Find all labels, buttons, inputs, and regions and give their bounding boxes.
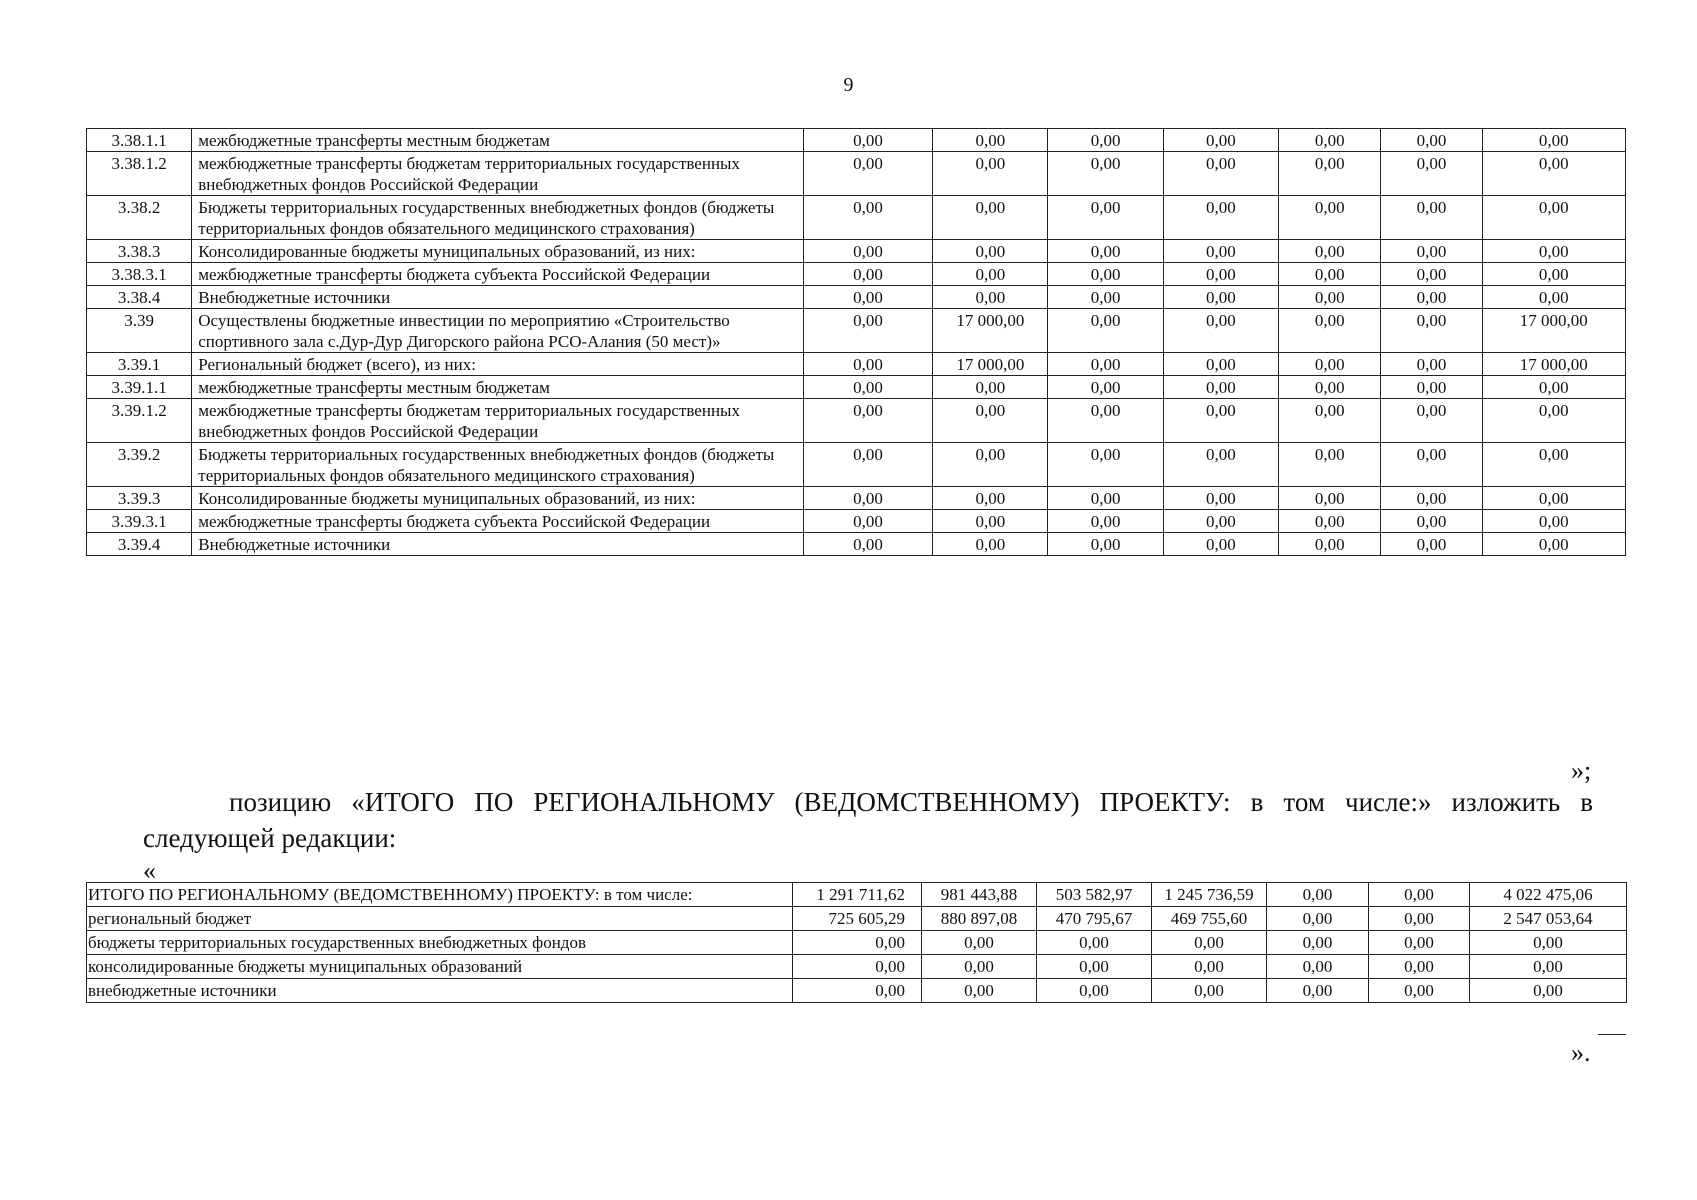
row-name: Осуществлены бюджетные инвестиции по мероприятию «Строительство спортивного зала с.Дур-Дур Дигорского района РСО-Алания (50 мест)» bbox=[192, 309, 804, 353]
signature-line bbox=[1598, 1034, 1626, 1035]
row-code: 3.39.1 bbox=[87, 353, 192, 376]
row-value: 0,00 bbox=[1381, 353, 1482, 376]
row-value: 0,00 bbox=[1482, 129, 1625, 152]
row-value: 0,00 bbox=[1163, 443, 1278, 487]
total-row-value: 0,00 bbox=[922, 979, 1037, 1003]
row-value: 0,00 bbox=[1163, 510, 1278, 533]
total-row-value: 0,00 bbox=[1267, 955, 1369, 979]
row-value: 0,00 bbox=[933, 286, 1048, 309]
row-value: 0,00 bbox=[1163, 240, 1278, 263]
row-value: 0,00 bbox=[1163, 399, 1278, 443]
row-code: 3.38.3.1 bbox=[87, 263, 192, 286]
row-value: 0,00 bbox=[1482, 152, 1625, 196]
amendment-paragraph bbox=[143, 784, 1593, 856]
page-number: 9 bbox=[843, 74, 854, 96]
total-row-value: 0,00 bbox=[1369, 979, 1470, 1003]
row-value: 0,00 bbox=[803, 152, 932, 196]
row-value: 0,00 bbox=[1381, 309, 1482, 353]
project-totals-table bbox=[86, 882, 1627, 1003]
closing-quote-mark: »; bbox=[1571, 756, 1592, 785]
final-closing-quote-mark: ». bbox=[1571, 1038, 1591, 1067]
total-row-value: 503 582,97 bbox=[1037, 883, 1152, 907]
row-value: 0,00 bbox=[933, 240, 1048, 263]
row-name: межбюджетные трансферты бюджета субъекта Российской Федерации bbox=[192, 263, 804, 286]
row-value: 0,00 bbox=[1482, 399, 1625, 443]
row-name: межбюджетные трансферты бюджета субъекта Российской Федерации bbox=[192, 510, 804, 533]
row-value: 0,00 bbox=[1048, 263, 1163, 286]
row-value: 0,00 bbox=[1279, 353, 1381, 376]
row-value: 0,00 bbox=[803, 196, 932, 240]
row-value: 0,00 bbox=[803, 376, 932, 399]
row-value: 0,00 bbox=[1381, 286, 1482, 309]
total-row-value: 725 605,29 bbox=[793, 907, 922, 931]
row-value: 0,00 bbox=[1279, 129, 1381, 152]
row-value: 0,00 bbox=[1163, 309, 1278, 353]
table-row bbox=[87, 979, 1627, 1003]
budget-breakdown-body bbox=[87, 129, 1626, 556]
row-value: 0,00 bbox=[1163, 376, 1278, 399]
row-value: 0,00 bbox=[1381, 263, 1482, 286]
row-name: межбюджетные трансферты местным бюджетам bbox=[192, 129, 804, 152]
row-value: 0,00 bbox=[1482, 487, 1625, 510]
row-value: 0,00 bbox=[1279, 510, 1381, 533]
row-value: 0,00 bbox=[933, 487, 1048, 510]
table-row bbox=[87, 129, 1626, 152]
row-value: 0,00 bbox=[1482, 533, 1625, 556]
row-value: 0,00 bbox=[1279, 152, 1381, 196]
total-row-name: бюджеты территориальных государственных внебюджетных фондов bbox=[87, 931, 793, 955]
row-name: межбюджетные трансферты местным бюджетам bbox=[192, 376, 804, 399]
row-value: 0,00 bbox=[1048, 152, 1163, 196]
row-value: 0,00 bbox=[1048, 353, 1163, 376]
row-value: 0,00 bbox=[1163, 129, 1278, 152]
row-value: 0,00 bbox=[1163, 152, 1278, 196]
total-row-value: 0,00 bbox=[1152, 931, 1267, 955]
total-row-value: 0,00 bbox=[1037, 955, 1152, 979]
row-value: 0,00 bbox=[1279, 240, 1381, 263]
row-value: 0,00 bbox=[1381, 443, 1482, 487]
row-code: 3.38.4 bbox=[87, 286, 192, 309]
row-value: 0,00 bbox=[933, 152, 1048, 196]
table-row bbox=[87, 883, 1627, 907]
row-value: 0,00 bbox=[933, 263, 1048, 286]
row-value: 0,00 bbox=[1048, 286, 1163, 309]
table-row bbox=[87, 487, 1626, 510]
table-row bbox=[87, 443, 1626, 487]
table-row bbox=[87, 399, 1626, 443]
total-row-value: 4 022 475,06 bbox=[1470, 883, 1627, 907]
row-value: 0,00 bbox=[1048, 240, 1163, 263]
table-row bbox=[87, 931, 1627, 955]
row-value: 0,00 bbox=[1163, 353, 1278, 376]
table-row bbox=[87, 286, 1626, 309]
row-value: 0,00 bbox=[1482, 443, 1625, 487]
row-value: 0,00 bbox=[933, 533, 1048, 556]
total-row-value: 2 547 053,64 bbox=[1470, 907, 1627, 931]
row-value: 0,00 bbox=[933, 376, 1048, 399]
row-value: 17 000,00 bbox=[1482, 353, 1625, 376]
row-code: 3.39.1.2 bbox=[87, 399, 192, 443]
row-value: 0,00 bbox=[1381, 152, 1482, 196]
total-row-value: 1 291 711,62 bbox=[793, 883, 922, 907]
total-row-value: 981 443,88 bbox=[922, 883, 1037, 907]
row-value: 0,00 bbox=[1163, 286, 1278, 309]
row-code: 3.39.3.1 bbox=[87, 510, 192, 533]
row-value: 0,00 bbox=[1048, 309, 1163, 353]
project-totals-body bbox=[87, 883, 1627, 1003]
total-row-value: 470 795,67 bbox=[1037, 907, 1152, 931]
row-name: межбюджетные трансферты бюджетам территориальных государственных внебюджетных фондов Российской Федерации bbox=[192, 152, 804, 196]
row-code: 3.38.2 bbox=[87, 196, 192, 240]
total-row-value: 0,00 bbox=[1470, 955, 1627, 979]
row-value: 0,00 bbox=[803, 399, 932, 443]
row-value: 0,00 bbox=[1048, 487, 1163, 510]
row-value: 0,00 bbox=[1279, 399, 1381, 443]
row-name: Внебюджетные источники bbox=[192, 286, 804, 309]
table-row bbox=[87, 196, 1626, 240]
row-value: 0,00 bbox=[803, 533, 932, 556]
table-row bbox=[87, 240, 1626, 263]
total-row-value: 0,00 bbox=[1267, 907, 1369, 931]
row-code: 3.38.3 bbox=[87, 240, 192, 263]
row-code: 3.39.2 bbox=[87, 443, 192, 487]
row-value: 0,00 bbox=[803, 129, 932, 152]
row-value: 0,00 bbox=[1048, 196, 1163, 240]
table-row bbox=[87, 353, 1626, 376]
paragraph-line-2: следующей редакции: bbox=[143, 823, 397, 853]
row-value: 0,00 bbox=[803, 487, 932, 510]
row-value: 17 000,00 bbox=[1482, 309, 1625, 353]
total-row-value: 0,00 bbox=[1152, 979, 1267, 1003]
row-code: 3.38.1.2 bbox=[87, 152, 192, 196]
table-row bbox=[87, 376, 1626, 399]
row-value: 0,00 bbox=[803, 443, 932, 487]
row-name: Региональный бюджет (всего), из них: bbox=[192, 353, 804, 376]
row-name: Бюджеты территориальных государственных внебюджетных фондов (бюджеты территориальных фондов обязательного медицинского страхования) bbox=[192, 443, 804, 487]
total-row-value: 0,00 bbox=[1152, 955, 1267, 979]
total-row-name: ИТОГО ПО РЕГИОНАЛЬНОМУ (ВЕДОМСТВЕННОМУ) ПРОЕКТУ: в том числе: bbox=[87, 883, 793, 907]
row-value: 0,00 bbox=[1381, 129, 1482, 152]
row-value: 0,00 bbox=[1163, 263, 1278, 286]
table-row bbox=[87, 955, 1627, 979]
row-value: 0,00 bbox=[933, 129, 1048, 152]
row-value: 0,00 bbox=[803, 353, 932, 376]
table-row bbox=[87, 152, 1626, 196]
row-value: 0,00 bbox=[1381, 533, 1482, 556]
row-value: 0,00 bbox=[803, 510, 932, 533]
row-value: 0,00 bbox=[1482, 376, 1625, 399]
total-row-value: 0,00 bbox=[1369, 883, 1470, 907]
row-value: 0,00 bbox=[1048, 533, 1163, 556]
row-value: 17 000,00 bbox=[933, 353, 1048, 376]
row-value: 0,00 bbox=[1163, 533, 1278, 556]
row-value: 0,00 bbox=[1163, 196, 1278, 240]
row-value: 17 000,00 bbox=[933, 309, 1048, 353]
total-row-value: 0,00 bbox=[793, 979, 922, 1003]
table-row bbox=[87, 907, 1627, 931]
total-row-value: 0,00 bbox=[1470, 931, 1627, 955]
row-name: Консолидированные бюджеты муниципальных образований, из них: bbox=[192, 240, 804, 263]
row-value: 0,00 bbox=[933, 443, 1048, 487]
row-name: Консолидированные бюджеты муниципальных образований, из них: bbox=[192, 487, 804, 510]
row-value: 0,00 bbox=[1381, 510, 1482, 533]
row-name: Внебюджетные источники bbox=[192, 533, 804, 556]
total-row-value: 0,00 bbox=[1267, 931, 1369, 955]
table-row bbox=[87, 510, 1626, 533]
opening-quote-mark: « bbox=[143, 856, 156, 885]
row-value: 0,00 bbox=[1279, 263, 1381, 286]
row-value: 0,00 bbox=[1048, 376, 1163, 399]
total-row-value: 0,00 bbox=[1470, 979, 1627, 1003]
total-row-value: 0,00 bbox=[1037, 931, 1152, 955]
row-code: 3.39.1.1 bbox=[87, 376, 192, 399]
row-name: межбюджетные трансферты бюджетам территориальных государственных внебюджетных фондов Российской Федерации bbox=[192, 399, 804, 443]
total-row-value: 0,00 bbox=[793, 931, 922, 955]
row-value: 0,00 bbox=[1279, 376, 1381, 399]
row-code: 3.38.1.1 bbox=[87, 129, 192, 152]
total-row-name: внебюджетные источники bbox=[87, 979, 793, 1003]
table-row bbox=[87, 309, 1626, 353]
row-value: 0,00 bbox=[1482, 510, 1625, 533]
row-value: 0,00 bbox=[1381, 399, 1482, 443]
row-value: 0,00 bbox=[803, 286, 932, 309]
row-value: 0,00 bbox=[1482, 286, 1625, 309]
row-value: 0,00 bbox=[1048, 129, 1163, 152]
total-row-value: 0,00 bbox=[922, 931, 1037, 955]
table-row bbox=[87, 533, 1626, 556]
row-value: 0,00 bbox=[803, 240, 932, 263]
row-value: 0,00 bbox=[803, 309, 932, 353]
row-value: 0,00 bbox=[1279, 533, 1381, 556]
row-value: 0,00 bbox=[1381, 240, 1482, 263]
row-value: 0,00 bbox=[1279, 487, 1381, 510]
row-value: 0,00 bbox=[1279, 309, 1381, 353]
total-row-value: 0,00 bbox=[922, 955, 1037, 979]
total-row-name: региональный бюджет bbox=[87, 907, 793, 931]
row-value: 0,00 bbox=[1048, 443, 1163, 487]
total-row-value: 0,00 bbox=[793, 955, 922, 979]
row-value: 0,00 bbox=[1381, 196, 1482, 240]
total-row-value: 0,00 bbox=[1267, 883, 1369, 907]
row-value: 0,00 bbox=[1482, 263, 1625, 286]
total-row-value: 1 245 736,59 bbox=[1152, 883, 1267, 907]
row-code: 3.39.3 bbox=[87, 487, 192, 510]
budget-breakdown-table bbox=[86, 128, 1626, 556]
total-row-value: 0,00 bbox=[1267, 979, 1369, 1003]
table-row bbox=[87, 263, 1626, 286]
row-value: 0,00 bbox=[803, 263, 932, 286]
row-value: 0,00 bbox=[1482, 196, 1625, 240]
row-value: 0,00 bbox=[933, 399, 1048, 443]
row-value: 0,00 bbox=[933, 510, 1048, 533]
row-value: 0,00 bbox=[1048, 510, 1163, 533]
total-row-value: 880 897,08 bbox=[922, 907, 1037, 931]
row-value: 0,00 bbox=[1279, 286, 1381, 309]
row-value: 0,00 bbox=[1163, 487, 1278, 510]
total-row-value: 469 755,60 bbox=[1152, 907, 1267, 931]
row-value: 0,00 bbox=[1279, 443, 1381, 487]
paragraph-line-1: позицию «ИТОГО ПО РЕГИОНАЛЬНОМУ (ВЕДОМСТВЕННОМУ) ПРОЕКТУ: в том числе:» изложить в bbox=[229, 787, 1593, 817]
total-row-value: 0,00 bbox=[1369, 931, 1470, 955]
row-name: Бюджеты территориальных государственных внебюджетных фондов (бюджеты территориальных фондов обязательного медицинского страхования) bbox=[192, 196, 804, 240]
row-value: 0,00 bbox=[1381, 376, 1482, 399]
total-row-value: 0,00 bbox=[1369, 955, 1470, 979]
row-code: 3.39 bbox=[87, 309, 192, 353]
row-value: 0,00 bbox=[1482, 240, 1625, 263]
row-code: 3.39.4 bbox=[87, 533, 192, 556]
row-value: 0,00 bbox=[1048, 399, 1163, 443]
row-value: 0,00 bbox=[933, 196, 1048, 240]
total-row-name: консолидированные бюджеты муниципальных образований bbox=[87, 955, 793, 979]
total-row-value: 0,00 bbox=[1369, 907, 1470, 931]
total-row-value: 0,00 bbox=[1037, 979, 1152, 1003]
row-value: 0,00 bbox=[1279, 196, 1381, 240]
row-value: 0,00 bbox=[1381, 487, 1482, 510]
